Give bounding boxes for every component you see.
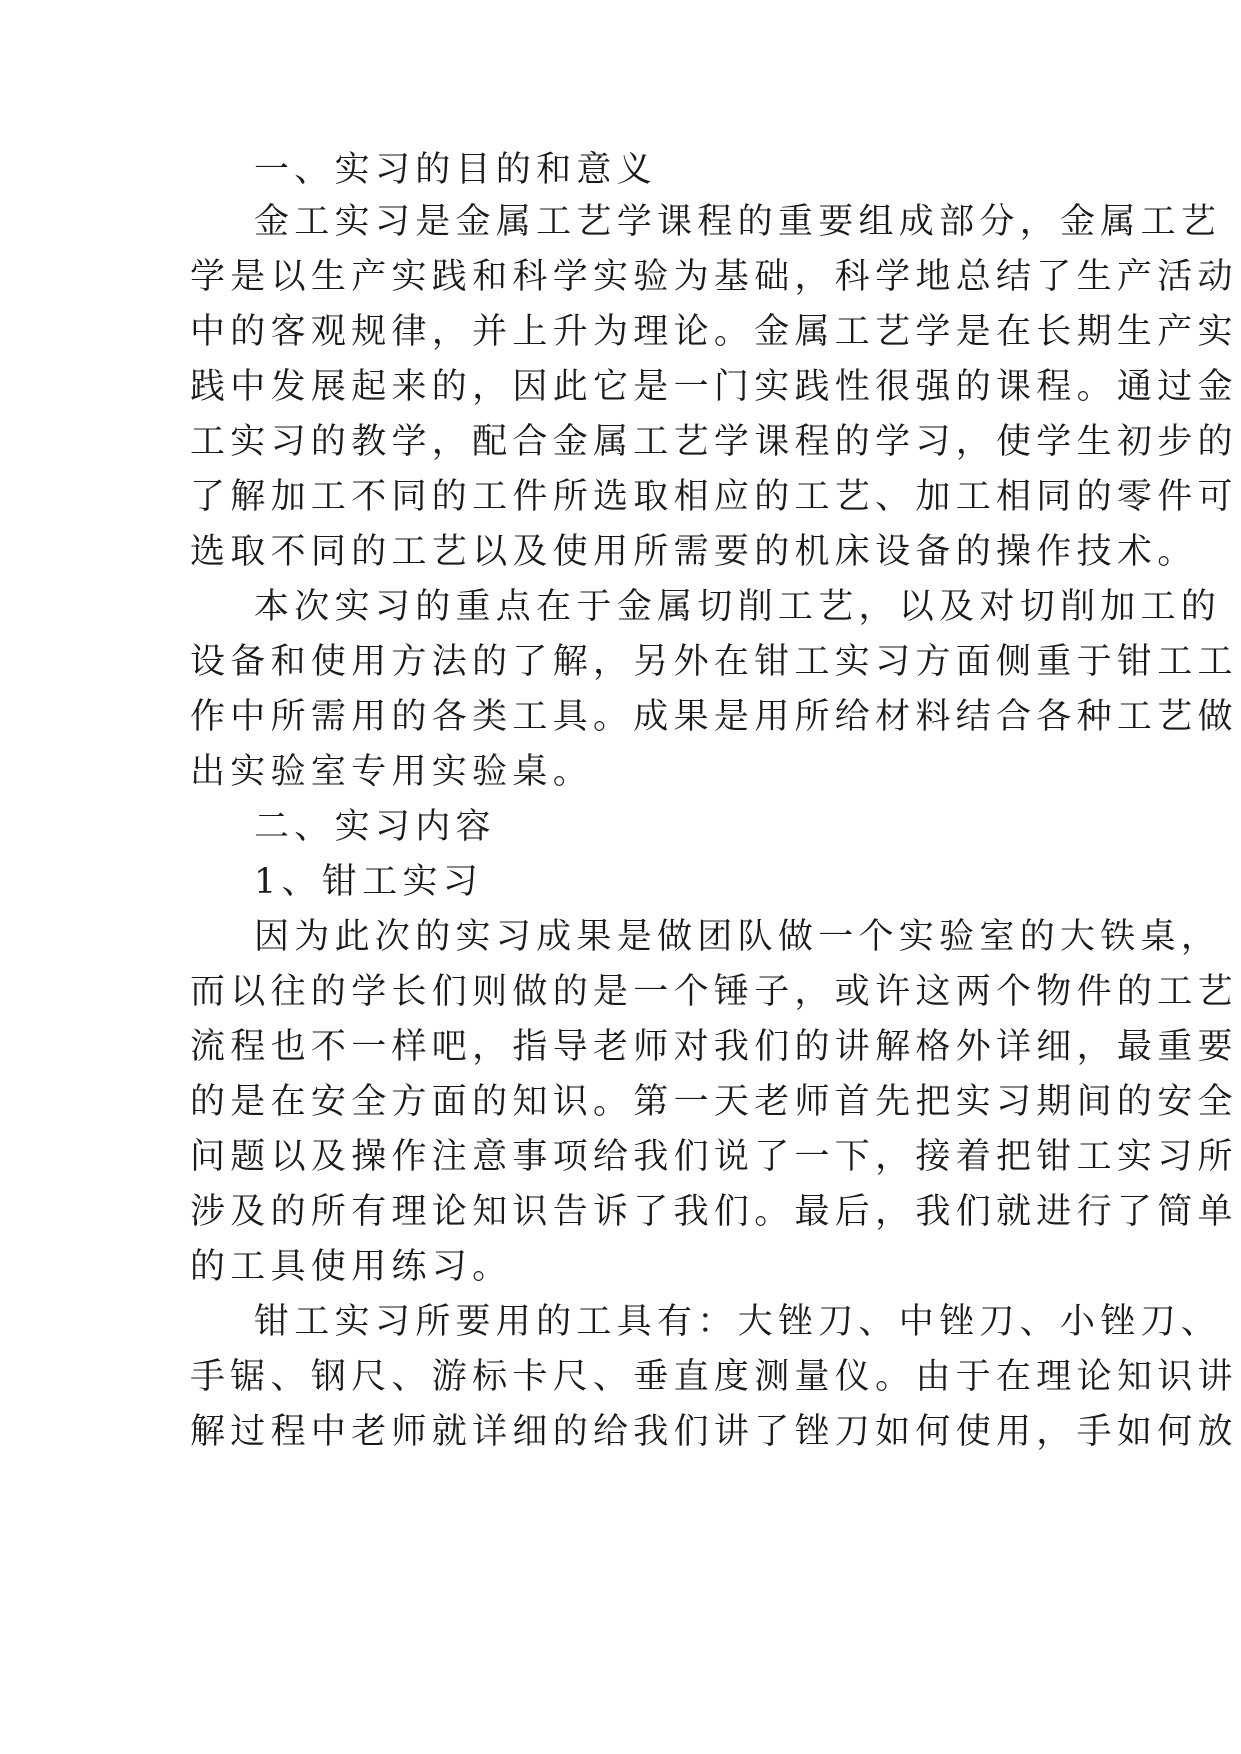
text-line: 了解加工不同的工件所选取相应的工艺、加工相同的零件可: [190, 477, 1238, 517]
text-line: 本次实习的重点在于金属切削工艺，以及对切削加工的: [254, 587, 1222, 627]
text-line: 流程也不一样吧，指导老师对我们的讲解格外详细，最重要: [190, 1027, 1238, 1067]
text-line: 出实验室专用实验桌。: [190, 752, 594, 792]
text-line: 作中所需用的各类工具。成果是用所给材料结合各种工艺做: [190, 697, 1238, 737]
text-line: 涉及的所有理论知识告诉了我们。最后，我们就进行了简单: [190, 1192, 1238, 1232]
subsection-heading-fitter: 1、钳工实习: [254, 862, 484, 902]
text-line: 金工实习是金属工艺学课程的重要组成部分，金属工艺: [254, 202, 1222, 242]
text-line: 的工具使用练习。: [190, 1247, 513, 1287]
text-line: 手锯、钢尺、游标卡尺、垂直度测量仪。由于在理论知识讲: [190, 1357, 1238, 1397]
text-line: 的是在安全方面的知识。第一天老师首先把实习期间的安全: [190, 1082, 1238, 1122]
text-line: 选取不同的工艺以及使用所需要的机床设备的操作技术。: [190, 532, 1198, 572]
text-line: 钳工实习所要用的工具有：大锉刀、中锉刀、小锉刀、: [254, 1302, 1222, 1342]
text-line: 学是以生产实践和科学实验为基础，科学地总结了生产活动: [190, 257, 1238, 297]
text-line: 工实习的教学，配合金属工艺学课程的学习，使学生初步的: [190, 422, 1238, 462]
text-line: 践中发展起来的，因此它是一门实践性很强的课程。通过金: [190, 367, 1238, 407]
text-line: 而以往的学长们则做的是一个锤子，或许这两个物件的工艺: [190, 972, 1238, 1012]
section-heading-content: 二、实习内容: [254, 807, 496, 847]
text-line: 解过程中老师就详细的给我们讲了锉刀如何使用，手如何放: [190, 1412, 1238, 1452]
section-heading-purpose: 一、实习的目的和意义: [254, 150, 658, 190]
text-line: 设备和使用方法的了解，另外在钳工实习方面侧重于钳工工: [190, 642, 1238, 682]
text-line: 中的客观规律，并上升为理论。金属工艺学是在长期生产实: [190, 312, 1238, 352]
text-line: 因为此次的实习成果是做团队做一个实验室的大铁桌，: [254, 917, 1222, 957]
text-line: 问题以及操作注意事项给我们说了一下，接着把钳工实习所: [190, 1137, 1238, 1177]
